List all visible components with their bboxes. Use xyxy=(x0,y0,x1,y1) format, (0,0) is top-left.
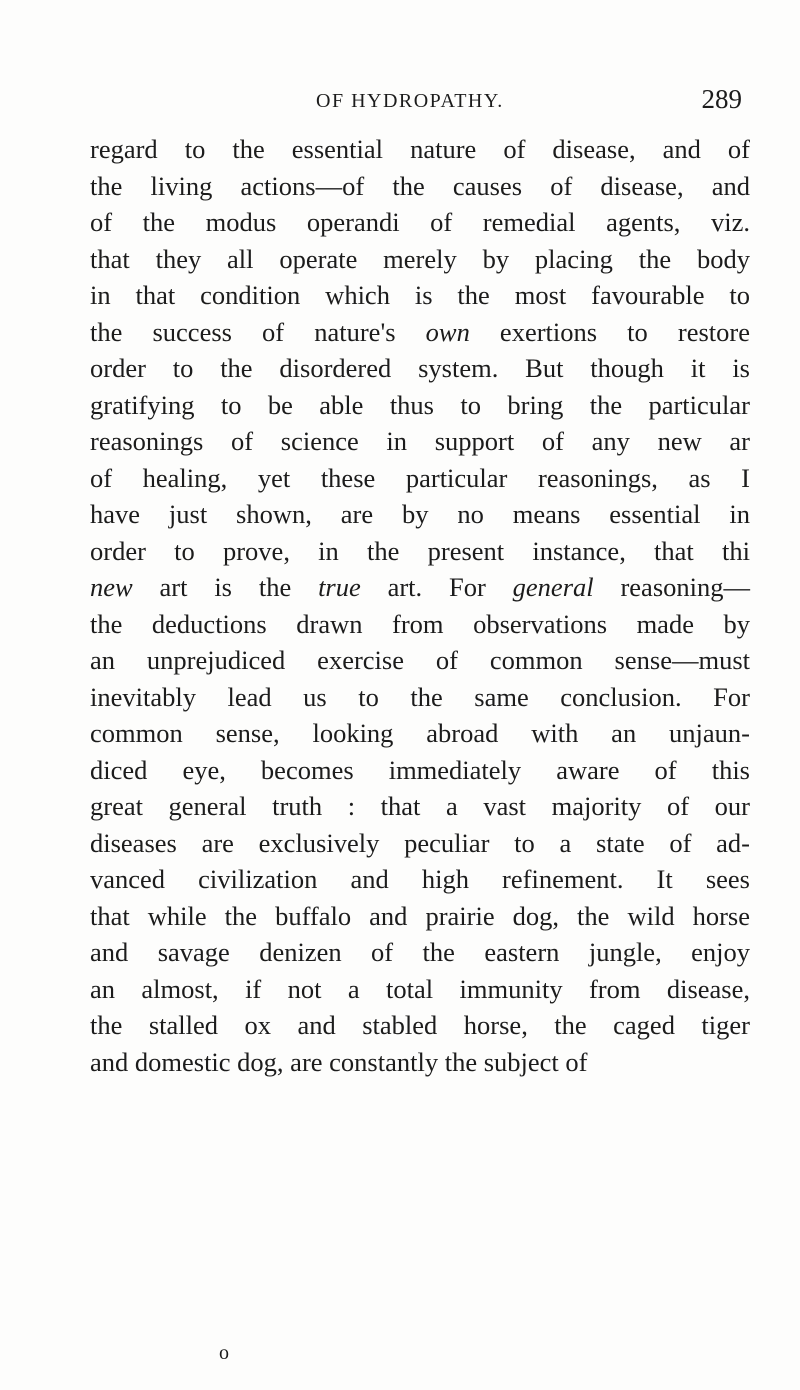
text-segment: reasoning— xyxy=(593,572,750,602)
text-line xyxy=(90,168,750,205)
italic-text: own xyxy=(425,316,470,347)
text-segment: the deductions drawn from observations made by xyxy=(90,608,750,639)
text-line xyxy=(90,898,750,935)
text-segment: vanced civilization and high refinement. It sees xyxy=(90,864,750,894)
text-segment: inevitably lead us to the same conclusion. For xyxy=(90,681,750,712)
text-line xyxy=(90,350,750,387)
signature-mark: o xyxy=(219,1342,229,1364)
text-line xyxy=(90,314,750,351)
text-line xyxy=(90,715,750,752)
text-line xyxy=(90,423,750,460)
text-segment: order to the disordered system. But though it is xyxy=(90,353,750,383)
text-segment: diced eye, becomes immediately aware of this xyxy=(90,754,750,785)
page-number: 289 xyxy=(701,84,742,114)
text-line xyxy=(90,861,750,898)
text-segment: art is the xyxy=(132,572,319,602)
text-line xyxy=(90,241,750,278)
text-segment: that they all operate merely by placing the body xyxy=(90,243,750,274)
text-segment: art. For xyxy=(360,572,513,602)
text-line xyxy=(90,569,750,606)
text-segment: the stalled ox and stabled horse, the caged tiger xyxy=(90,1010,750,1040)
running-head xyxy=(90,84,742,114)
text-segment: reasonings of science in support of any new ar xyxy=(90,426,750,456)
text-line xyxy=(90,825,750,862)
text-segment: and savage denizen of the eastern jungle, enjoy xyxy=(90,937,750,967)
text-line xyxy=(90,788,750,825)
text-segment: exertions to restore xyxy=(469,316,750,347)
text-segment: regard to the essential nature of disease, and of xyxy=(90,134,750,164)
text-line xyxy=(90,131,750,168)
text-line xyxy=(90,496,750,533)
text-segment: an almost, if not a total immunity from disease, xyxy=(90,973,750,1004)
text-line xyxy=(90,934,750,971)
text-line xyxy=(90,204,750,241)
text-line xyxy=(90,642,750,679)
italic-text: new xyxy=(90,572,133,602)
running-title: OF HYDROPATHY. xyxy=(316,90,504,112)
body-text xyxy=(90,131,750,1080)
text-line xyxy=(90,971,750,1008)
italic-text: true xyxy=(318,572,361,602)
text-segment: diseases are exclusively peculiar to a state of ad- xyxy=(90,827,750,858)
text-segment: in that condition which is the most favourable to xyxy=(90,280,750,310)
text-segment: common sense, looking abroad with an unjaun- xyxy=(90,718,750,748)
text-segment: of healing, yet these particular reasonings, as I xyxy=(90,462,750,493)
italic-text: general xyxy=(512,572,594,602)
text-segment: of the modus operandi of remedial agents, viz. xyxy=(90,207,750,237)
text-segment: and domestic dog, are constantly the subject of xyxy=(90,1046,588,1077)
text-line xyxy=(90,679,750,716)
text-segment: an unprejudiced exercise of common sense—must xyxy=(90,645,750,675)
text-segment: great general truth : that a vast majority of our xyxy=(90,791,750,821)
text-line xyxy=(90,533,750,570)
text-segment: that while the buffalo and prairie dog, the wild horse xyxy=(90,900,750,931)
text-line xyxy=(90,606,750,643)
text-line xyxy=(90,387,750,424)
text-line xyxy=(90,277,750,314)
text-segment: have just shown, are by no means essential in xyxy=(90,499,750,529)
text-segment: order to prove, in the present instance, that thi xyxy=(90,535,750,566)
text-line xyxy=(90,1007,750,1044)
text-segment: the living actions—of the causes of disease, and xyxy=(90,170,750,201)
text-segment: the success of nature's xyxy=(90,316,426,347)
text-line xyxy=(90,460,750,497)
text-segment: gratifying to be able thus to bring the particular xyxy=(90,389,750,420)
text-line xyxy=(90,1044,750,1081)
text-line xyxy=(90,752,750,789)
